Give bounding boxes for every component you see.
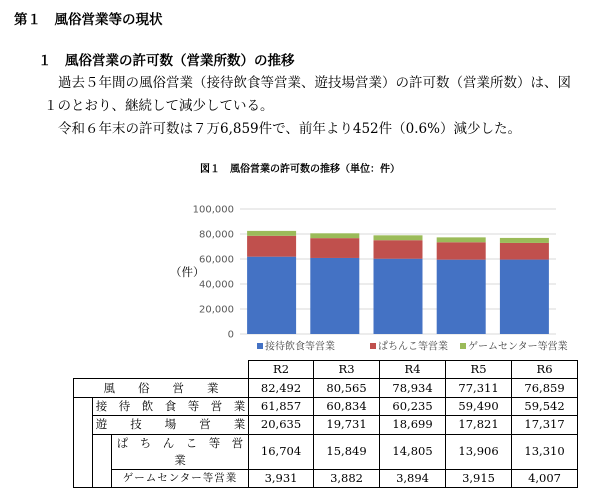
bar-segment	[500, 238, 549, 243]
y-tick-label: 0	[227, 329, 234, 341]
table-cell: 3,894	[380, 469, 446, 487]
row-label-yugijo: 遊 技 場 営 業	[93, 416, 249, 434]
indent-cell	[93, 469, 112, 487]
subsection-title: １ 風俗営業の許可数（営業所数）の推移	[38, 53, 295, 69]
table-cell: 17,317	[512, 416, 578, 434]
table-cell: 14,805	[380, 434, 446, 469]
bar-segment	[500, 260, 549, 334]
bar-segment	[500, 243, 549, 260]
table-cell: 3,931	[249, 469, 314, 487]
table-header-row	[74, 361, 578, 379]
table-header-year: R6	[512, 361, 578, 379]
table-cell: 20,635	[249, 416, 314, 434]
row-label-fuzoku: 風 俗 営 業	[74, 379, 249, 397]
legend-swatch	[460, 343, 466, 349]
table-cell: 80,565	[314, 379, 380, 397]
table-cell: 76,859	[512, 379, 578, 397]
y-tick-label: 80,000	[199, 229, 234, 241]
table-cell: 59,490	[446, 397, 512, 415]
chart-y-tick-labels	[193, 205, 234, 341]
table-row	[74, 469, 578, 487]
table-header-year: R2	[249, 361, 314, 379]
indent-cell	[74, 434, 93, 469]
table-cell: 18,699	[380, 416, 446, 434]
table-header-year: R3	[314, 361, 380, 379]
table-cell: 59,542	[512, 397, 578, 415]
row-label-settai: 接 待 飲 食 等 営 業	[93, 397, 249, 415]
indent-cell	[74, 397, 93, 415]
bar-segment	[437, 242, 486, 259]
bar-segment	[310, 258, 359, 334]
legend-label: ゲームセンター等営業	[468, 341, 568, 353]
table-cell: 13,906	[446, 434, 512, 469]
legend-swatch	[370, 343, 376, 349]
table-cell: 77,311	[446, 379, 512, 397]
table-corner-cell	[74, 361, 249, 379]
paragraph-line-1: 過去５年間の風俗営業（接待飲食等営業、遊技場営業）の許可数（営業所数）は、図	[58, 75, 571, 91]
chart-bars	[247, 231, 549, 334]
y-tick-label: 60,000	[199, 254, 234, 266]
table-row	[74, 416, 578, 434]
row-label-game-center: ゲームセンター等営業	[112, 469, 249, 487]
bar-segment	[374, 235, 423, 240]
bar-segment	[247, 231, 296, 236]
bar-segment	[437, 260, 486, 334]
table-cell: 4,007	[512, 469, 578, 487]
table-cell: 61,857	[249, 397, 314, 415]
indent-cell	[93, 434, 112, 469]
indent-cell	[74, 416, 93, 434]
table-cell: 17,821	[446, 416, 512, 434]
bar-segment	[437, 237, 486, 242]
table-cell: 78,934	[380, 379, 446, 397]
data-table	[73, 360, 578, 488]
table-cell: 60,235	[380, 397, 446, 415]
y-tick-label: 40,000	[199, 279, 234, 291]
legend-swatch	[257, 343, 263, 349]
table-cell: 19,731	[314, 416, 380, 434]
legend-label: ぱちんこ等営業	[378, 341, 448, 353]
legend-label: 接待飲食等営業	[265, 341, 335, 353]
paragraph-line-3: 令和６年末の許可数は７万6,859件で、前年より452件（0.6%）減少した。	[58, 121, 521, 137]
row-label-pachinko: ぱ ち ん こ 等 営 業	[112, 434, 249, 469]
bar-segment	[374, 240, 423, 259]
bar-segment	[374, 259, 423, 334]
table-cell: 3,882	[314, 469, 380, 487]
table-row	[74, 379, 578, 397]
y-tick-label: 20,000	[199, 304, 234, 316]
indent-cell	[74, 469, 93, 487]
bar-segment	[310, 233, 359, 238]
table-cell: 13,310	[512, 434, 578, 469]
y-axis-unit-label: （件）	[170, 265, 205, 279]
table-row	[74, 434, 578, 469]
figure-caption: 図１ 風俗営業の許可数の推移（単位：件）	[200, 164, 400, 175]
section-title: 第１ 風俗営業等の現状	[14, 12, 163, 28]
table-header-year: R5	[446, 361, 512, 379]
paragraph-line-2: １のとおり、継続して減少している。	[44, 98, 274, 114]
table-cell: 3,915	[446, 469, 512, 487]
table-cell: 82,492	[249, 379, 314, 397]
y-tick-label: 100,000	[192, 204, 234, 216]
table-cell: 16,704	[249, 434, 314, 469]
bar-segment	[247, 236, 296, 257]
table-cell: 60,834	[314, 397, 380, 415]
table-cell: 15,849	[314, 434, 380, 469]
table-row	[74, 397, 578, 415]
bar-segment	[247, 257, 296, 334]
table-header-year: R4	[380, 361, 446, 379]
chart-legend	[257, 340, 568, 353]
bar-segment	[310, 238, 359, 258]
